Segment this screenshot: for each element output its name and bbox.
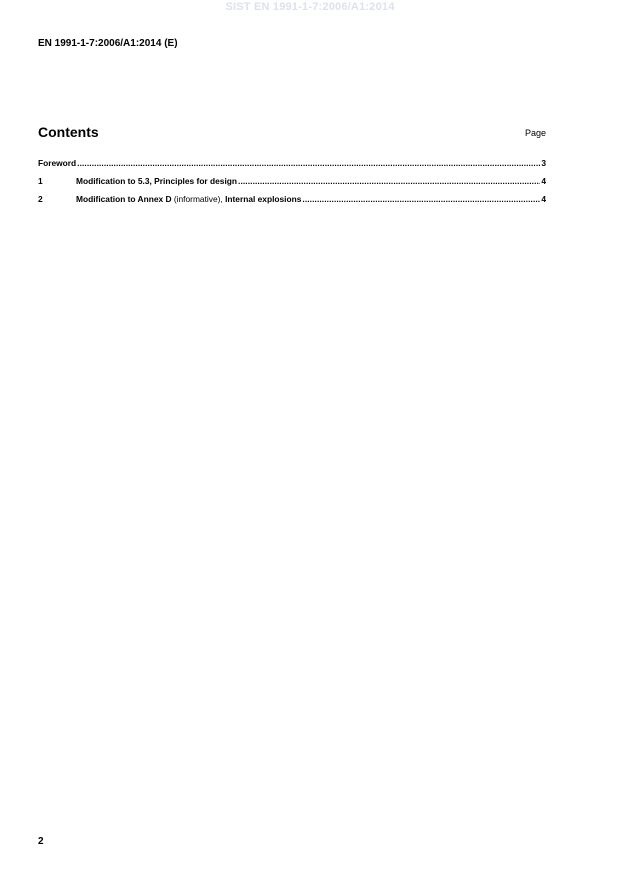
page-number: 2	[38, 836, 44, 847]
toc-entry-title-bold-part-2: Internal explosions	[225, 194, 302, 204]
toc-entry-title	[76, 194, 301, 204]
toc-entry-1[interactable]	[38, 176, 546, 186]
contents-title: Contents	[38, 124, 99, 140]
page-column-label: Page	[524, 128, 546, 138]
toc-entry-page: 4	[541, 176, 546, 186]
toc-dot-leader	[302, 194, 540, 204]
toc-dot-leader	[77, 158, 540, 168]
contents-header	[38, 124, 546, 142]
toc-entry-foreword[interactable]	[38, 158, 546, 168]
toc-entry-number: 1	[38, 176, 43, 186]
toc-dot-leader	[238, 176, 540, 186]
toc-entry-title-regular-part: (informative),	[171, 194, 226, 204]
watermark: SIST EN 1991-1-7:2006/A1:2014	[225, 1, 395, 13]
toc-entry-2[interactable]	[38, 194, 546, 204]
toc-entry-page: 3	[541, 158, 546, 168]
document-id-header: EN 1991-1-7:2006/A1:2014 (E)	[38, 38, 178, 49]
toc-entry-title-bold-part: Modification to Annex D	[76, 194, 172, 204]
table-of-contents	[38, 158, 546, 212]
toc-entry-title: Foreword	[38, 158, 77, 168]
toc-entry-page: 4	[541, 194, 546, 204]
toc-entry-number: 2	[38, 194, 43, 204]
toc-entry-title: Modification to 5.3, Principles for design	[76, 176, 238, 186]
